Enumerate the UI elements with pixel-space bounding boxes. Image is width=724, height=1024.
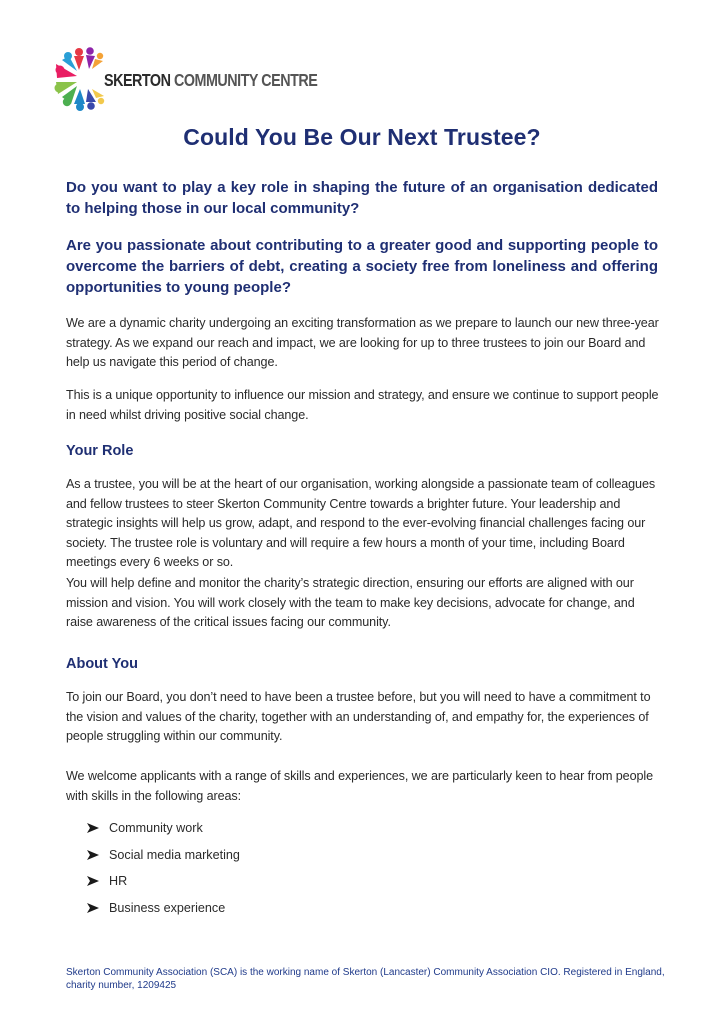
about-you-paragraph-2: We welcome applicants with a range of skills and experiences, we are particularly keen to hear from people with skills in the following areas:	[66, 769, 653, 803]
skill-label: HR	[109, 874, 128, 889]
skill-item	[86, 842, 240, 869]
logo-word-community-centre: COMMUNITY CENTRE	[173, 69, 318, 90]
section-heading-your-role: Your Role	[66, 443, 134, 459]
skills-list	[86, 815, 240, 921]
skill-label: Business experience	[109, 900, 226, 915]
arrowhead-bullet-icon	[86, 902, 100, 914]
skill-label: Social media marketing	[109, 847, 240, 862]
section-heading-about-you: About You	[66, 656, 138, 672]
logo-wordmark	[104, 70, 317, 91]
page-title: Could You Be Our Next Trustee?	[183, 124, 541, 150]
about-you-paragraph-1: To join our Board, you don’t need to have been a trustee before, but you will need to have a commitment to the vision and values of the charity, together with an understanding of, and empathy for, the experiences of people struggling within our community.	[66, 690, 651, 743]
skill-label: Community work	[109, 821, 203, 836]
arrowhead-bullet-icon	[86, 849, 100, 861]
your-role-paragraph-1: As a trustee, you will be at the heart of our organisation, working alongside a passionate team of colleagues and fellow trustees to steer Skerton Community Centre towards a brighter future. Your leadership and strategic insights will help us grow, adapt, and respond to the ever-evolving financial challenges facing our society. The trustee role is voluntary and will require a few hours a month of your time, including Board meetings every 6 weeks or so.	[66, 477, 656, 569]
arrowhead-bullet-icon	[86, 875, 100, 887]
skill-item	[86, 815, 240, 842]
skerton-logo	[52, 42, 318, 118]
skill-item	[86, 895, 240, 922]
intro-paragraph-2: This is a unique opportunity to influence our mission and strategy, and ensure we continue to support people in need whilst driving positive social change.	[66, 388, 659, 422]
footer-legal-note: Skerton Community Association (SCA) is the working name of Skerton (Lancaster) Community Association CIO. Registered in England, charity number, 1209425	[66, 967, 665, 991]
skill-item	[86, 868, 240, 895]
intro-paragraph-1: We are a dynamic charity undergoing an exciting transformation as we prepare to launch our new three-year strategy. As we expand our reach and impact, we are looking for up to three trustees to join our Board and help us navigate this period of change.	[66, 316, 659, 369]
logo-word-skerton: SKERTON	[104, 69, 171, 90]
arrowhead-bullet-icon	[86, 822, 100, 834]
lead-question-1: Do you want to play a key role in shaping the future of an organisation dedicated to helping those in our local community?	[66, 179, 658, 217]
your-role-paragraph-2: You will help define and monitor the charity’s strategic direction, ensuring our efforts are aligned with our mission and vision. You will work closely with the team to make key decisions, advocate for change, and raise awareness of the critical issues facing our community.	[66, 576, 635, 629]
lead-question-2: Are you passionate about contributing to a greater good and supporting people to overcome the barriers of debt, creating a society free from loneliness and offering opportunities to young people?	[66, 237, 658, 296]
